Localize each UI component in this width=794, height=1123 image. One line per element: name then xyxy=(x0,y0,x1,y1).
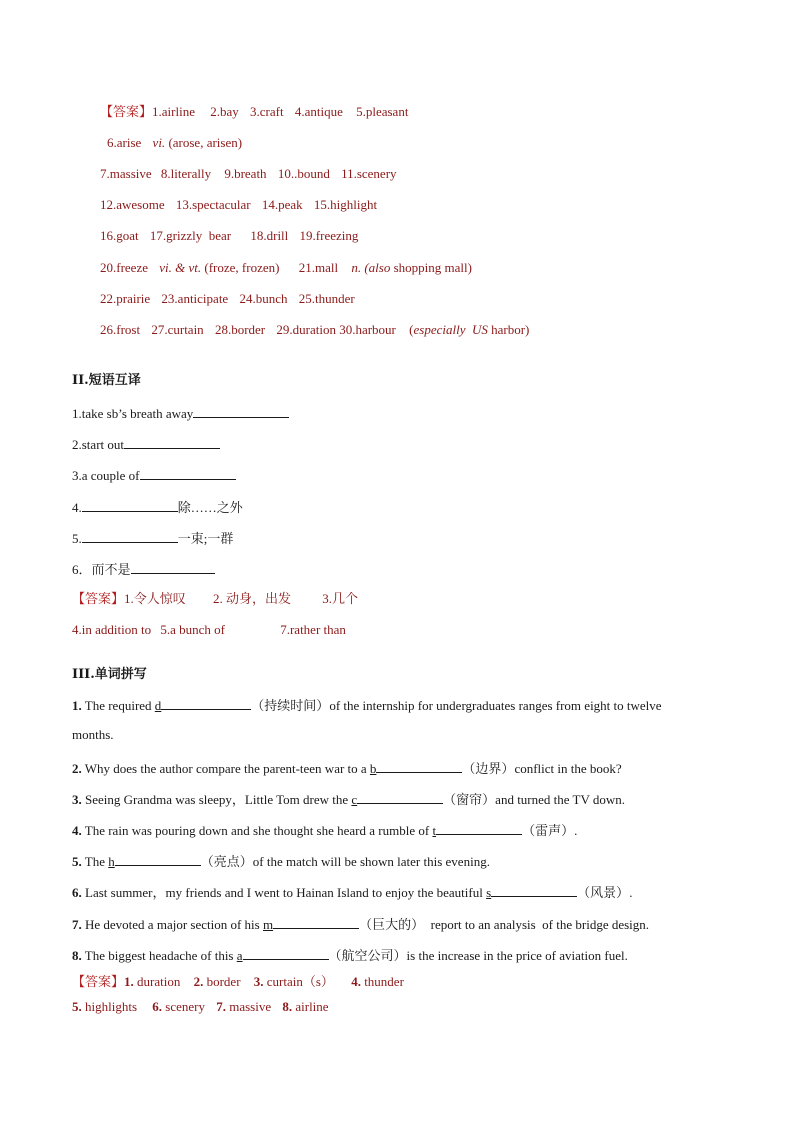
answer-number: 7. xyxy=(216,999,226,1014)
section-heading: II.短语互译 xyxy=(72,373,141,388)
sentence-text: He devoted a major section of his xyxy=(85,917,263,932)
answer-item: 27.curtain xyxy=(151,322,204,337)
spelling-item xyxy=(72,883,632,901)
answer-number: 3. xyxy=(253,974,264,989)
answer-item: 14.peak xyxy=(261,197,303,212)
item-number: 7. xyxy=(72,917,82,932)
item-number: 2. xyxy=(72,761,82,776)
sentence-text: The required xyxy=(84,698,155,713)
sentence-text: Seeing Grandma was sleepy，Little Tom drew the xyxy=(85,792,352,807)
answer-item: 21.mall xyxy=(298,260,339,275)
answer-item: scenery xyxy=(165,999,205,1014)
answer-item: 16.goat xyxy=(100,228,139,243)
answer-item: 5.a bunch of xyxy=(160,622,225,637)
answer-forms: shopping mall) xyxy=(393,260,472,275)
phrase-text: 除……之外 xyxy=(177,500,243,515)
answer-item: 26.frost xyxy=(100,322,141,337)
item-number: 1. xyxy=(72,698,82,713)
answer-item: airline xyxy=(295,999,329,1014)
answer-blank[interactable] xyxy=(82,529,178,543)
spelling-item xyxy=(72,790,625,808)
answer-item: 18.drill xyxy=(250,228,289,243)
spelling-item xyxy=(72,821,577,839)
answer-line xyxy=(72,999,329,1015)
answer-item: 11.scenery xyxy=(341,166,397,181)
answer-number: 8. xyxy=(282,999,293,1014)
initial-letter: t xyxy=(432,823,437,838)
answer-blank[interactable] xyxy=(131,560,215,574)
answer-blank[interactable] xyxy=(357,790,443,804)
spelling-item xyxy=(72,946,628,964)
answer-blank[interactable] xyxy=(243,946,329,960)
answer-blank[interactable] xyxy=(161,696,251,710)
answer-item: massive xyxy=(229,999,272,1014)
initial-letter: m xyxy=(262,917,274,932)
sentence-text: is the increase in the price of aviation fuel. xyxy=(406,948,628,963)
chinese-hint: （亮点） xyxy=(200,854,253,869)
sentence-text: Why does the author compare the parent-teen war to a xyxy=(84,761,370,776)
sentence-text: The rain was pouring down and she thought she heard a rumble of xyxy=(84,823,433,838)
phrase-item xyxy=(72,435,220,453)
sentence-text: conflict in the book? xyxy=(514,761,622,776)
answer-item: 25.thunder xyxy=(298,291,355,306)
answer-item: 23.anticipate xyxy=(161,291,229,306)
answer-line-1 xyxy=(100,104,408,120)
initial-letter: c xyxy=(351,792,358,807)
answer-item: 1.airline xyxy=(152,104,195,119)
answer-item: 24.bunch xyxy=(239,291,288,306)
answer-line-4 xyxy=(100,197,377,213)
answer-item: 2. 动身，出发 xyxy=(213,591,292,606)
answer-item: 2.bay xyxy=(210,104,239,119)
part-of-speech: vi. & vt. xyxy=(159,260,202,275)
answer-blank[interactable] xyxy=(124,435,220,449)
answer-item: 20.freeze xyxy=(100,260,148,275)
phrase-text: 6．而不是 xyxy=(72,562,131,577)
answer-number: 1. xyxy=(124,974,134,989)
initial-letter: s xyxy=(486,885,492,900)
initial-letter: b xyxy=(369,761,377,776)
answer-blank[interactable] xyxy=(193,404,289,418)
answer-number: 6. xyxy=(152,999,163,1014)
answer-line xyxy=(72,622,346,638)
sentence-text: of the internship for undergraduates ranges from eight to twelve xyxy=(329,698,662,713)
answer-item: 28.border xyxy=(214,322,266,337)
sentence-text: report to an analysis of the bridge design. xyxy=(424,917,650,932)
spelling-item xyxy=(72,759,622,777)
answer-blank[interactable] xyxy=(273,915,359,929)
answer-item: 4.antique xyxy=(294,104,343,119)
phrase-item xyxy=(72,404,289,422)
phrase-text: 一束;一群 xyxy=(177,531,234,546)
answer-tag: 【答案】 xyxy=(100,104,153,119)
answer-tag: 【答案】 xyxy=(72,591,125,606)
chinese-hint: （巨大的） xyxy=(359,917,425,932)
sentence-text: The biggest headache of this xyxy=(84,948,237,963)
answer-item: duration xyxy=(137,974,181,989)
phrase-item xyxy=(72,529,233,547)
sentence-text: of the match will be shown later this evening. xyxy=(252,854,490,869)
answer-blank[interactable] xyxy=(376,759,462,773)
spelling-item xyxy=(72,915,649,933)
chinese-hint: （航空公司） xyxy=(328,948,407,963)
sentence-text: and turned the TV down. xyxy=(495,792,626,807)
answer-item: 3.craft xyxy=(250,104,284,119)
answer-line-8 xyxy=(100,322,529,338)
initial-letter: a xyxy=(236,948,243,963)
sentence-text: Last summer，my friends and I went to Hainan Island to enjoy the beautiful xyxy=(85,885,487,900)
answer-item: 10..bound xyxy=(277,166,330,181)
answer-item: 5.pleasant xyxy=(356,104,409,119)
answer-item: 4.in addition to xyxy=(72,622,152,637)
spelling-item xyxy=(72,696,662,714)
answer-item: 3.几个 xyxy=(322,591,359,606)
item-number: 5. xyxy=(72,854,82,869)
answer-line-5 xyxy=(100,228,358,244)
answer-item: border xyxy=(206,974,241,989)
phrase-item xyxy=(72,498,243,516)
answer-line xyxy=(72,591,358,607)
answer-blank[interactable] xyxy=(82,498,178,512)
answer-blank[interactable] xyxy=(140,466,236,480)
spelling-item xyxy=(72,852,490,870)
initial-letter: h xyxy=(108,854,115,869)
phrase-text: 4. xyxy=(72,500,82,515)
usage-note: especially US xyxy=(413,322,488,337)
answer-line xyxy=(72,974,404,990)
sentence-text: . xyxy=(574,823,578,838)
answer-forms: (arose, arisen) xyxy=(168,135,243,150)
answer-item: highlights xyxy=(85,999,138,1014)
phrase-item xyxy=(72,560,215,578)
item-number: 6. xyxy=(72,885,82,900)
section-heading: III.单词拼写 xyxy=(72,667,147,682)
phrase-text: 2.start out xyxy=(72,437,124,452)
part-of-speech: vi. xyxy=(152,135,166,150)
answer-item: 22.prairie xyxy=(100,291,151,306)
chinese-hint: （持续时间） xyxy=(251,698,330,713)
answer-item: 1.令人惊叹 xyxy=(124,591,186,606)
initial-letter: d xyxy=(154,698,162,713)
answer-item: 15.highlight xyxy=(313,197,378,212)
chinese-hint: （风景） xyxy=(577,885,630,900)
part-of-speech: n. (also xyxy=(351,260,391,275)
answer-forms: (froze, frozen) xyxy=(204,260,280,275)
answer-item: 17.grizzly bear xyxy=(149,228,232,243)
item-number: 3. xyxy=(72,792,82,807)
answer-tag: 【答案】 xyxy=(72,974,125,989)
answer-number: 2. xyxy=(193,974,204,989)
answer-item: 19.freezing xyxy=(299,228,359,243)
answer-forms: ( xyxy=(409,322,414,337)
item-number: 8. xyxy=(72,948,82,963)
chinese-hint: （边界） xyxy=(462,761,515,776)
answer-blank[interactable] xyxy=(491,883,577,897)
phrase-item xyxy=(72,466,236,484)
spelling-item-cont: months. xyxy=(72,727,114,742)
answer-item: 7.rather than xyxy=(280,622,346,637)
chinese-hint: （雷声） xyxy=(522,823,575,838)
answer-item: 29.duration 30.harbour xyxy=(276,322,396,337)
phrase-text: 3.a couple of xyxy=(72,468,140,483)
sentence-text: . xyxy=(629,885,633,900)
item-number: 4. xyxy=(72,823,82,838)
chinese-hint: （窗帘） xyxy=(443,792,496,807)
answer-item: 6.arise xyxy=(107,135,142,150)
answer-number: 4. xyxy=(351,974,361,989)
answer-number: 5. xyxy=(72,999,82,1014)
phrase-text: 1.take sb’s breath away xyxy=(72,406,194,421)
answer-item: 13.spectacular xyxy=(175,197,251,212)
phrase-text: 5. xyxy=(72,531,82,546)
answer-item: 9.breath xyxy=(224,166,267,181)
answer-item: curtain（s） xyxy=(266,974,334,989)
answer-line-2 xyxy=(107,135,242,151)
answer-item: 12.awesome xyxy=(100,197,165,212)
answer-item: thunder xyxy=(364,974,404,989)
sentence-text: The xyxy=(84,854,109,869)
answer-blank[interactable] xyxy=(436,821,522,835)
answer-forms: harbor) xyxy=(491,322,530,337)
answer-item: 8.literally xyxy=(160,166,212,181)
answer-blank[interactable] xyxy=(115,852,201,866)
answer-item: 7.massive xyxy=(100,166,152,181)
answer-line-3 xyxy=(100,166,397,182)
answer-line-7 xyxy=(100,291,355,307)
answer-line-6 xyxy=(100,260,472,276)
